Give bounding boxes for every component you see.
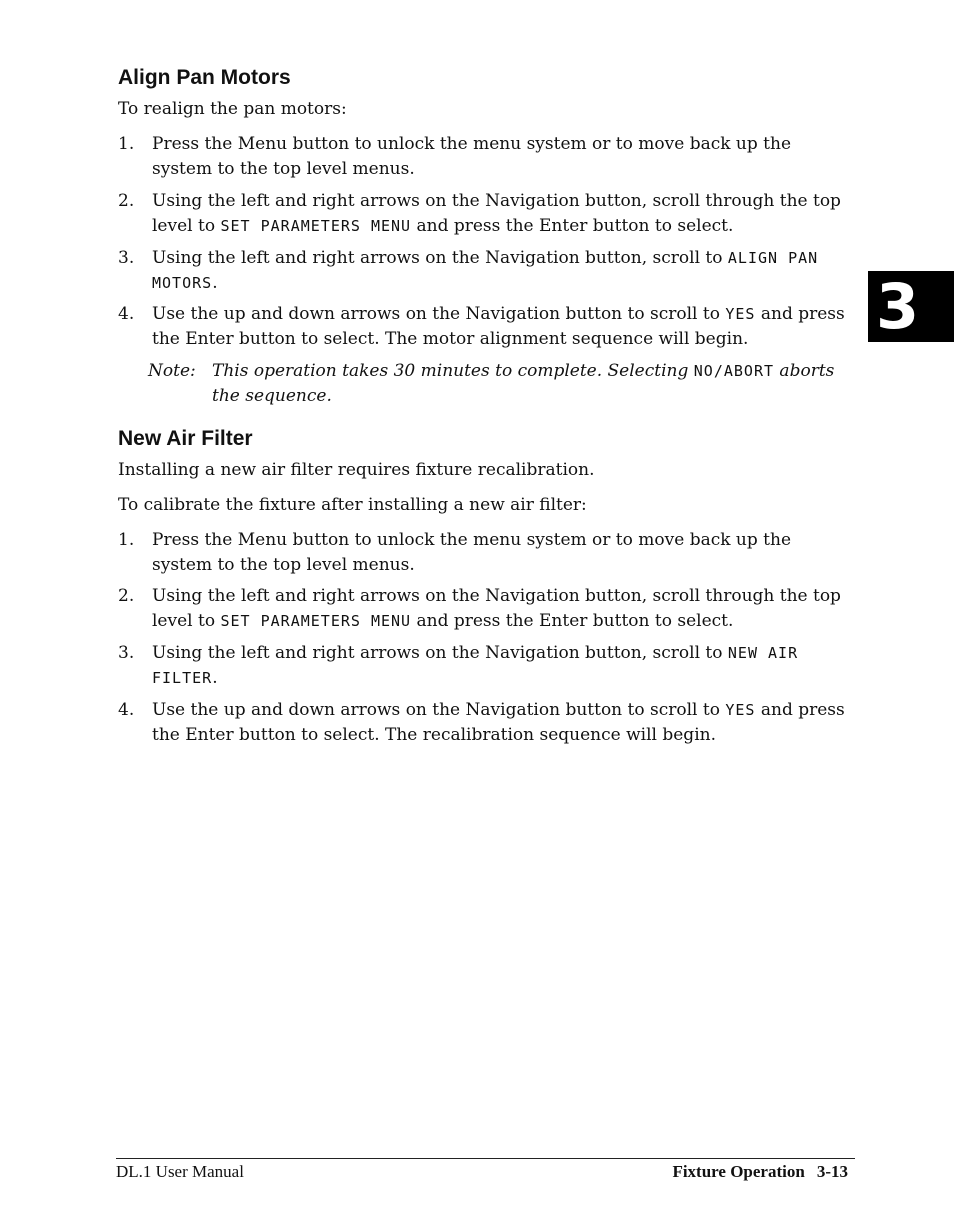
- step-text: Press the Menu button to unlock the menu system or to move back up the system to the top level menus.: [152, 134, 792, 179]
- step-number: 1.: [118, 530, 135, 550]
- step-text: Using the left and right arrows on the Navigation button, scroll through the top level to SET PARAMETERS MENU and press the Enter button to select.: [152, 191, 841, 236]
- menu-code: YES: [725, 701, 756, 719]
- note-text: This operation takes 30 minutes to complete. Selecting NO/ABORT aborts the sequence.: [212, 361, 835, 406]
- step-text: Using the left and right arrows on the Navigation button, scroll through the top level to SET PARAMETERS MENU and press the Enter button to select.: [152, 586, 841, 631]
- step-number: 1.: [118, 134, 135, 154]
- step-text: Using the left and right arrows on the Navigation button, scroll to NEW AIR FILTER.: [152, 643, 799, 688]
- page-number: 3-13: [816, 1162, 848, 1181]
- section-heading-new-air-filter: New Air Filter: [118, 427, 253, 450]
- section-intro-2: To calibrate the fixture after installing a new air filter:: [118, 495, 587, 515]
- step-number: 2.: [118, 586, 135, 606]
- footer-page-info: [672, 1162, 848, 1182]
- step-text: Press the Menu button to unlock the menu system or to move back up the system to the top level menus.: [152, 530, 792, 575]
- menu-code: YES: [725, 305, 756, 323]
- step-text: Using the left and right arrows on the Navigation button, scroll to ALIGN PAN MOTORS.: [152, 248, 819, 293]
- chapter-tab: 3: [868, 271, 954, 342]
- footer-divider: [116, 1158, 855, 1159]
- footer-section-name: Fixture Operation: [672, 1162, 805, 1181]
- menu-code: SET PARAMETERS MENU: [220, 612, 412, 630]
- menu-code: NO/ABORT: [693, 362, 775, 380]
- step-number: 3.: [118, 643, 135, 663]
- step-text: Use the up and down arrows on the Navigation button to scroll to YES and press the Enter button to select. The recalibration sequence will begin.: [152, 700, 845, 745]
- step-text: Use the up and down arrows on the Navigation button to scroll to YES and press the Enter button to select. The motor alignment sequence will begin.: [152, 304, 845, 349]
- note-label: Note:: [148, 361, 196, 381]
- section-intro: To realign the pan motors:: [118, 99, 347, 119]
- menu-code: ALIGN PAN MOTORS: [152, 249, 819, 292]
- menu-code: NEW AIR FILTER: [152, 644, 799, 687]
- footer-manual-title: DL.1 User Manual: [116, 1162, 244, 1181]
- step-number: 4.: [118, 304, 135, 324]
- section-heading-align-pan-motors: Align Pan Motors: [118, 66, 291, 89]
- step-number: 2.: [118, 191, 135, 211]
- section-intro: Installing a new air filter requires fixture recalibration.: [118, 460, 595, 480]
- step-number: 4.: [118, 700, 135, 720]
- step-number: 3.: [118, 248, 135, 268]
- menu-code: SET PARAMETERS MENU: [220, 217, 412, 235]
